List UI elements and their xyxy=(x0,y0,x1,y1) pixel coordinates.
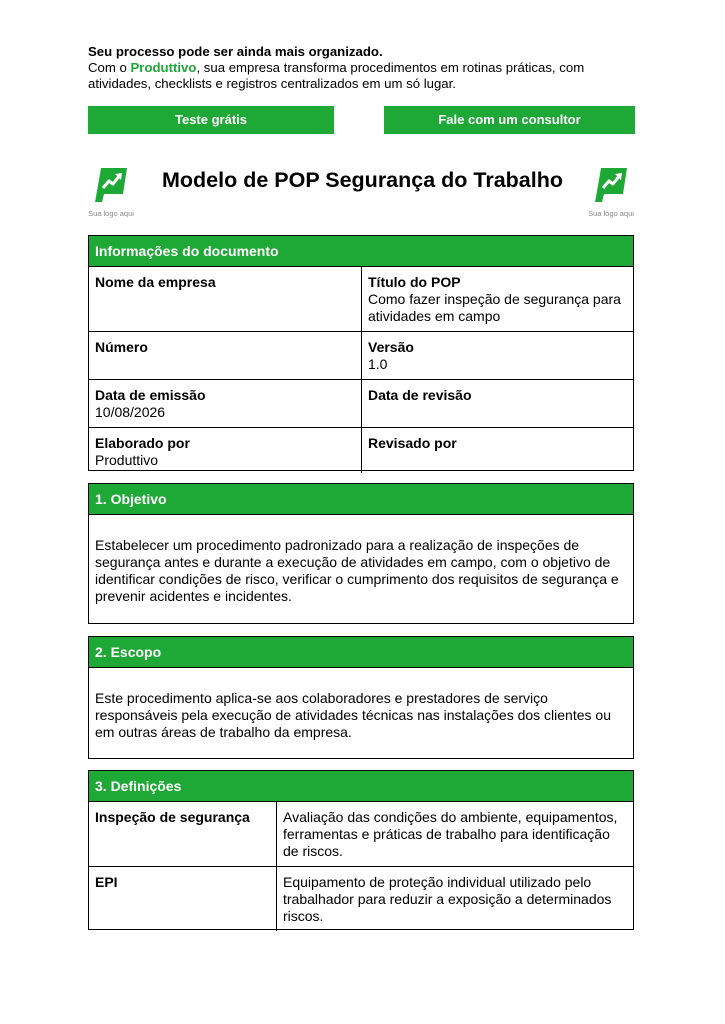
page-title: Modelo de POP Segurança do Trabalho xyxy=(161,168,563,192)
info-label: Nome da empresa xyxy=(95,274,216,290)
logo-right xyxy=(583,166,639,218)
definitions-section xyxy=(88,770,634,930)
info-label: Elaborado por xyxy=(95,435,190,451)
definition-row xyxy=(89,866,633,931)
chart-arrow-logo-icon xyxy=(593,166,629,204)
info-label: Título do POP xyxy=(368,274,461,290)
promo-prefix: Com o xyxy=(88,60,131,75)
section-header: Informações do documento xyxy=(89,236,633,267)
info-label: Revisado por xyxy=(368,435,457,451)
section-text: Este procedimento aplica-se aos colaboradores e prestadores de serviço responsáveis pela execução de atividades técnicas nas instalações dos clientes ou em outras áreas de trabalho da empresa. xyxy=(95,690,611,740)
info-value: 10/08/2026 xyxy=(95,404,166,420)
logo-caption: Sua logo aqui xyxy=(88,209,134,218)
section-text: Estabelecer um procedimento padronizado para a realização de inspeções de segurança antes e durante a execução de atividades em campo, com o objetivo de identificar condições de risco, verificar o cumprimento dos requisitos de segurança e prevenir acidentes e incidentes. xyxy=(95,537,619,604)
promo-lead: Seu processo pode ser ainda mais organizado. xyxy=(88,44,383,59)
info-cell xyxy=(362,332,633,379)
promo-suffix: , sua empresa transforma procedimentos em rotinas práticas, com atividades, checklists e registros centralizados em um só lugar. xyxy=(88,60,585,91)
section-header: 3. Definições xyxy=(89,771,633,802)
info-label: Número xyxy=(95,339,148,355)
info-cell xyxy=(362,267,633,331)
document-info-section xyxy=(88,235,634,471)
info-row xyxy=(89,427,633,473)
info-cell xyxy=(362,428,633,473)
info-row xyxy=(89,267,633,331)
info-row xyxy=(89,379,633,427)
chart-arrow-logo-icon xyxy=(93,166,129,204)
info-cell xyxy=(362,380,633,427)
definition-term: EPI xyxy=(89,867,277,931)
info-value: Como fazer inspeção de segurança para atividades em campo xyxy=(368,291,621,324)
definition-text: Avaliação das condições do ambiente, equipamentos, ferramentas e práticas de trabalho para identificação de riscos. xyxy=(283,809,618,859)
free-trial-button[interactable]: Teste grátis xyxy=(88,106,334,134)
definition-text: Equipamento de proteção individual utilizado pelo trabalhador para reduzir a exposição a determinados riscos. xyxy=(283,874,612,924)
definition-row xyxy=(89,802,633,866)
talk-to-consultant-button[interactable]: Fale com um consultor xyxy=(384,106,635,134)
logo-left xyxy=(83,166,139,218)
info-row xyxy=(89,331,633,379)
promo-text xyxy=(88,60,648,92)
info-value: 1.0 xyxy=(368,356,388,372)
section-header: 1. Objetivo xyxy=(89,484,633,515)
logo-caption: Sua logo aqui xyxy=(588,209,634,218)
definition-term: Inspeção de segurança xyxy=(89,802,277,866)
brand-name: Produttivo xyxy=(130,60,197,75)
section-header: 2. Escopo xyxy=(89,637,633,668)
info-label: Data de revisão xyxy=(368,387,472,403)
cta-row xyxy=(88,106,636,134)
scope-section xyxy=(88,636,634,759)
info-cell xyxy=(89,332,362,379)
info-label: Versão xyxy=(368,339,414,355)
info-cell xyxy=(89,267,362,331)
promo-banner xyxy=(88,44,648,92)
info-value: Produttivo xyxy=(95,452,159,468)
objective-section xyxy=(88,483,634,624)
info-cell xyxy=(89,428,362,473)
info-cell xyxy=(89,380,362,427)
info-label: Data de emissão xyxy=(95,387,206,403)
